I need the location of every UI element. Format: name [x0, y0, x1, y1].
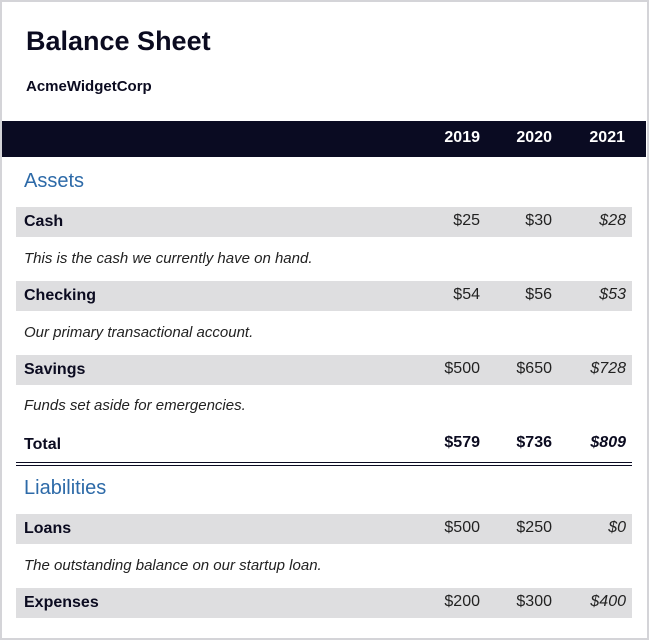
- section-heading-assets: Assets: [24, 170, 85, 192]
- page-title: Balance Sheet: [26, 26, 211, 56]
- table-row-cash: [16, 207, 632, 237]
- total-2020: $736: [516, 434, 552, 451]
- row-description: Funds set aside for emergencies.: [24, 397, 246, 414]
- value-2021: $53: [599, 286, 626, 303]
- year-2020: 2020: [516, 129, 552, 146]
- value-2020: $300: [516, 593, 552, 610]
- value-2020: $30: [525, 212, 552, 229]
- row-label: Cash: [24, 213, 64, 230]
- total-2019: $579: [444, 434, 480, 451]
- value-2020: $250: [516, 519, 552, 536]
- value-2021: $0: [608, 519, 626, 536]
- row-label: Checking: [24, 287, 97, 304]
- table-row-savings: [16, 355, 632, 385]
- value-2020: $650: [516, 360, 552, 377]
- value-2019: $54: [453, 286, 480, 303]
- table-row-expenses: [16, 588, 632, 618]
- row-label: Expenses: [24, 594, 99, 611]
- row-label: Loans: [24, 520, 72, 537]
- value-2019: $200: [444, 593, 480, 610]
- row-description: This is the cash we currently have on hand.: [24, 250, 313, 267]
- row-description: The outstanding balance on our startup loan.: [24, 557, 322, 574]
- value-2020: $56: [525, 286, 552, 303]
- value-2019: $500: [444, 360, 480, 377]
- value-2021: $400: [590, 593, 626, 610]
- value-2019: $25: [453, 212, 480, 229]
- section-heading-liabilities: Liabilities: [24, 477, 107, 499]
- total-label: Total: [24, 436, 62, 453]
- year-header: [2, 121, 646, 157]
- table-row-checking: [16, 281, 632, 311]
- year-2021: 2021: [589, 129, 625, 146]
- year-2019: 2019: [444, 129, 480, 146]
- value-2019: $500: [444, 519, 480, 536]
- value-2021: $728: [590, 360, 626, 377]
- table-row-loans: [16, 514, 632, 544]
- value-2021: $28: [599, 212, 626, 229]
- total-2021: $809: [590, 434, 626, 451]
- row-description: Our primary transactional account.: [24, 324, 254, 341]
- assets-total-row: [16, 434, 632, 466]
- row-label: Savings: [24, 361, 86, 378]
- company-name: AcmeWidgetCorp: [26, 78, 152, 95]
